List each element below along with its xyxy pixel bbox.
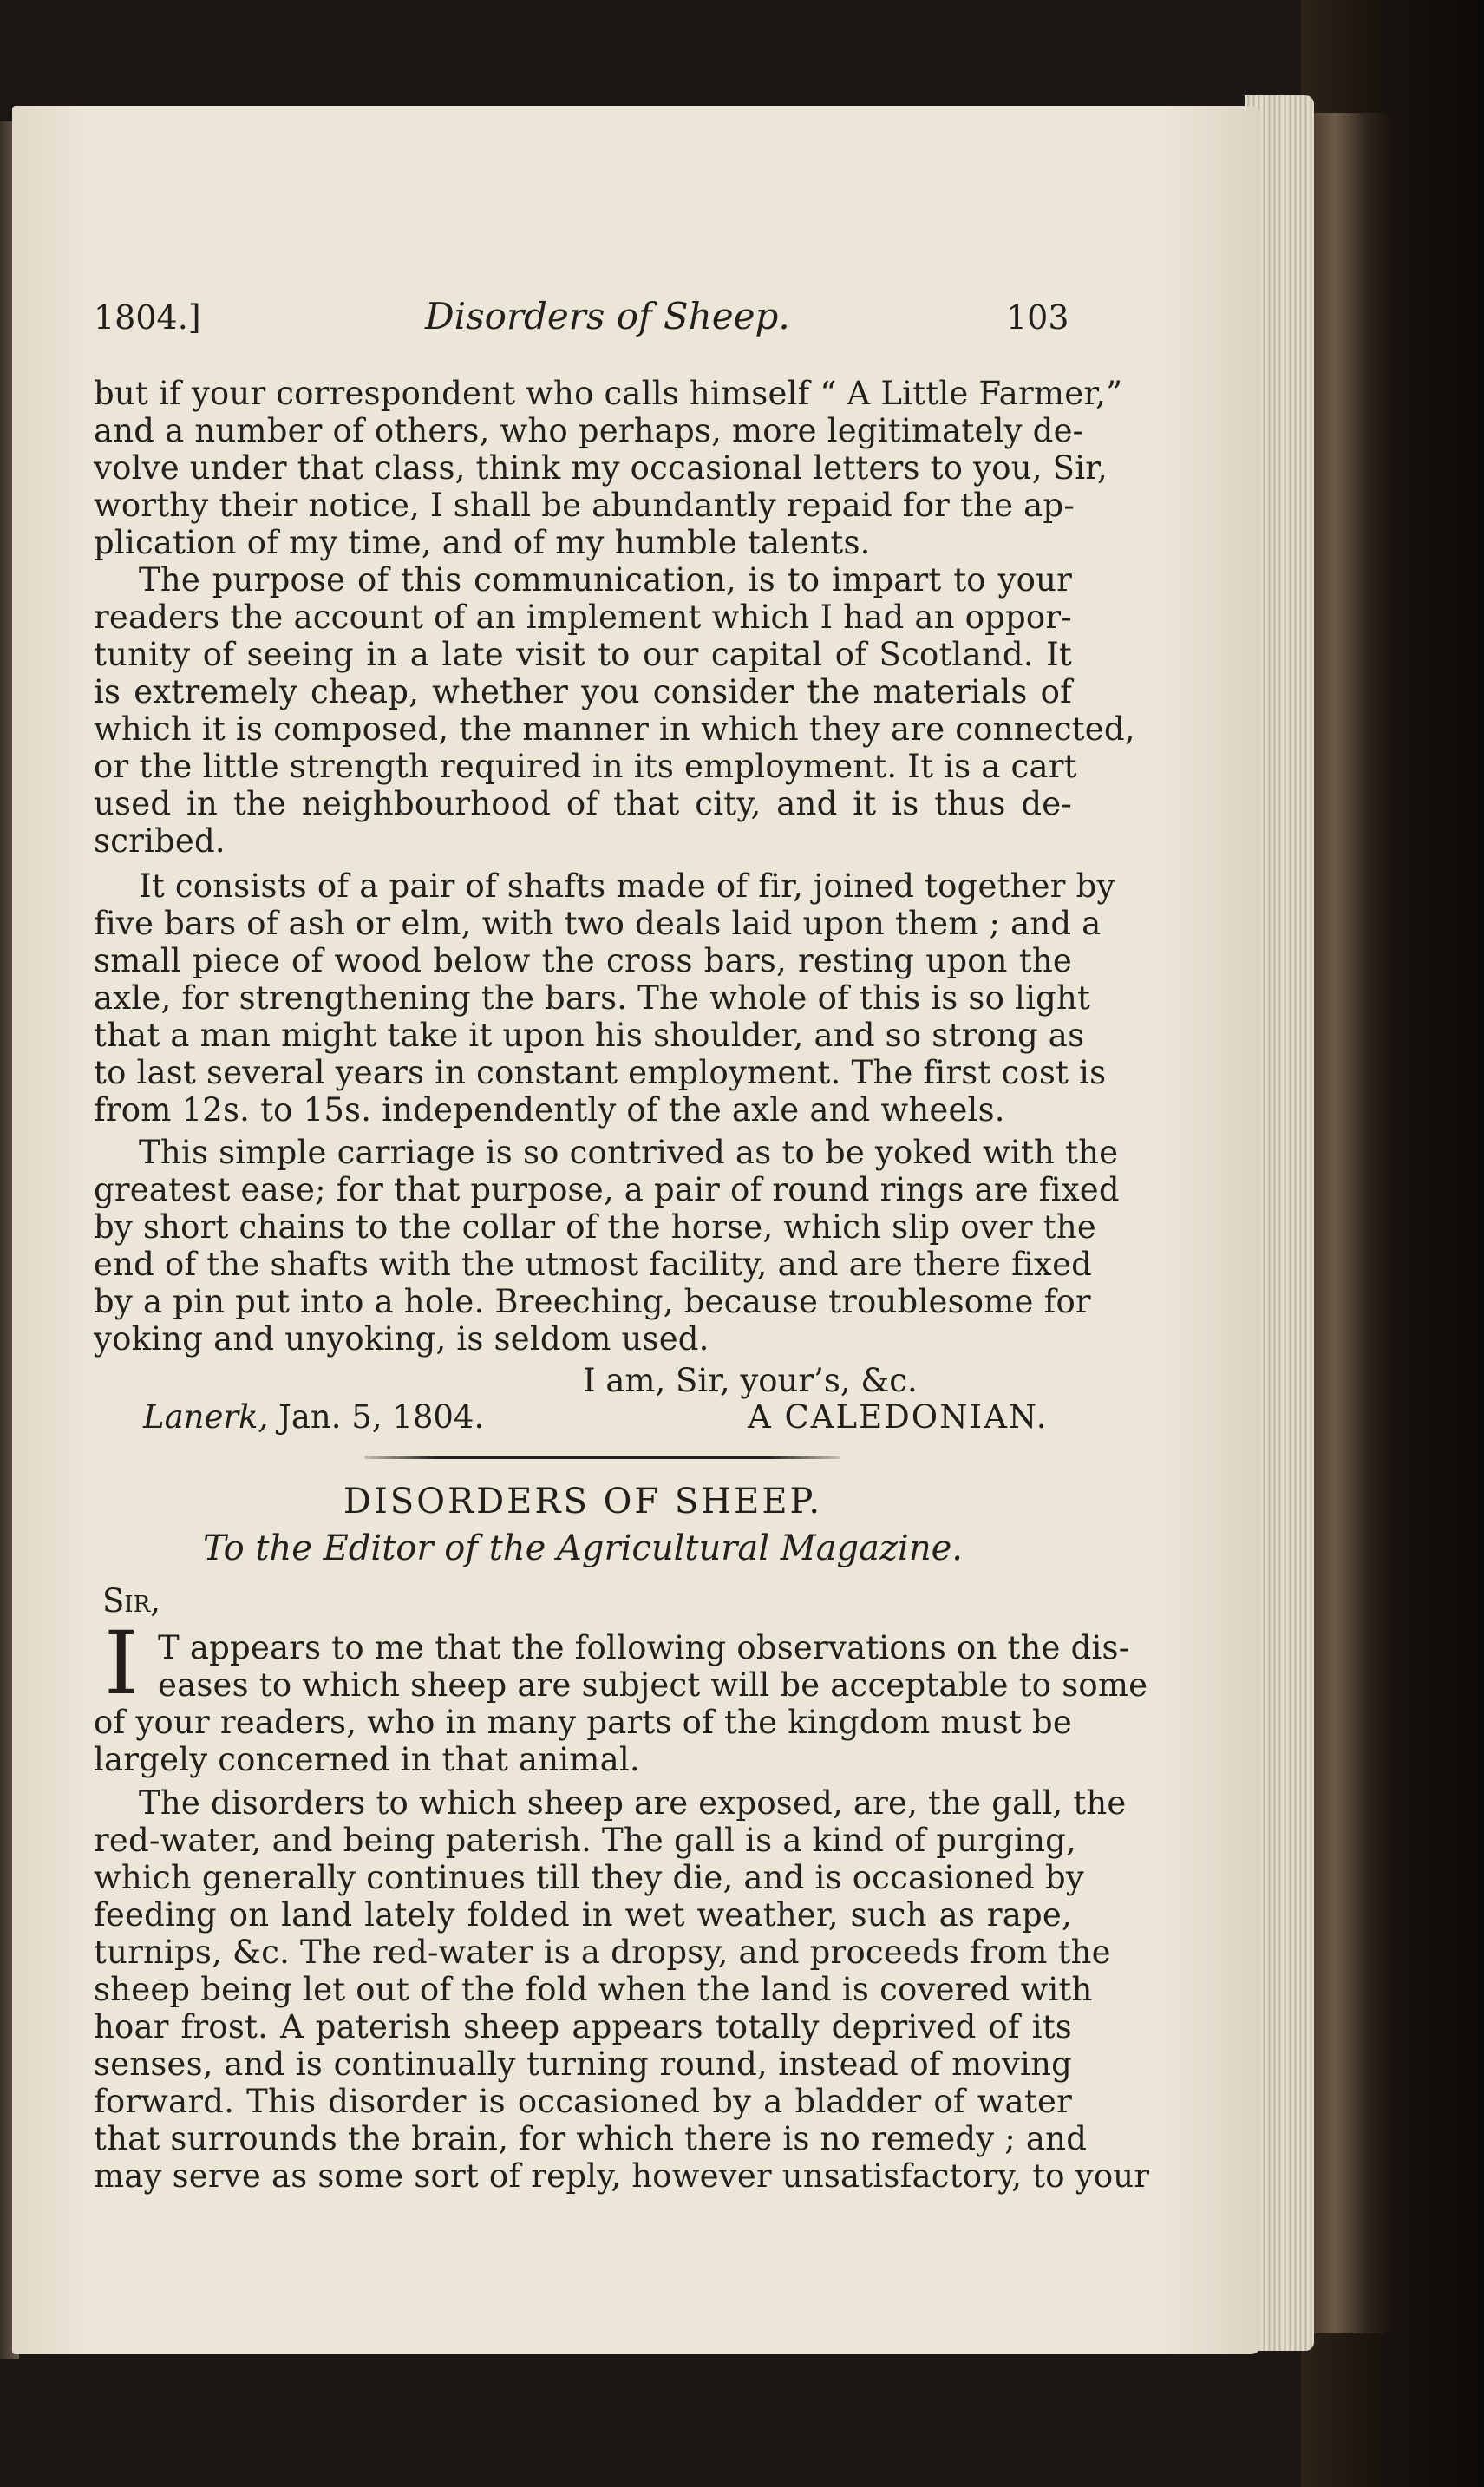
text-line: and a number of others, who perhaps, more legitimately de- <box>94 412 1084 449</box>
text-line: but if your correspondent who calls himself “ A Little Farmer,” <box>94 375 1123 412</box>
text-line: or the little strength required in its employment. It is a cart <box>94 748 1077 785</box>
salutation: Sir, <box>102 1582 160 1620</box>
letter-date: Jan. 5, 1804. <box>278 1398 485 1436</box>
text-line: tunity of seeing in a late visit to our capital of Scotland. It <box>94 636 1072 673</box>
text-line: to last several years in constant employment. The first cost is <box>94 1054 1107 1091</box>
article-subheading: To the Editor of the Agricultural Magazine. <box>203 1528 963 1568</box>
text-line: forward. This disorder is occasioned by a bladder of water <box>94 2083 1072 2120</box>
text-line: which it is composed, the manner in which they are connected, <box>94 710 1135 748</box>
text-line: This simple carriage is so contrived as to be yoked with the <box>139 1134 1119 1171</box>
section-divider <box>364 1456 840 1459</box>
text-line: by short chains to the collar of the horse, which slip over the <box>94 1208 1096 1246</box>
text-line: T appears to me that the following observations on the dis- <box>158 1629 1130 1666</box>
text-line: small piece of wood below the cross bars, resting upon the <box>94 942 1072 979</box>
text-line: turnips, &c. The red-water is a dropsy, and proceeds from the <box>94 1934 1111 1971</box>
text-line: volve under that class, think my occasional letters to you, Sir, <box>94 449 1108 487</box>
letter-place: Lanerk, <box>143 1398 269 1436</box>
text-line: The purpose of this communication, is to impart to your <box>139 561 1072 599</box>
text-line: red-water, and being paterish. The gall is a kind of purging, <box>94 1822 1077 1859</box>
text-line: yoking and unyoking, is seldom used. <box>94 1320 709 1358</box>
article-heading: DISORDERS OF SHEEP. <box>343 1482 823 1522</box>
text-line: from 12s. to 15s. independently of the axle and wheels. <box>94 1091 1005 1129</box>
drop-cap: I <box>104 1613 139 1714</box>
letter-place-date <box>143 1398 484 1436</box>
text-line: readers the account of an implement which I had an oppor- <box>94 599 1072 636</box>
text-line: sheep being let out of the fold when the land is covered with <box>94 1971 1093 2008</box>
text-line: feeding on land lately folded in wet weather, such as rape, <box>94 1896 1072 1934</box>
text-line: eases to which sheep are subject will be acceptable to some <box>158 1666 1148 1704</box>
text-line: plication of my time, and of my humble talents. <box>94 524 871 561</box>
text-line: of your readers, who in many parts of the kingdom must be <box>94 1704 1072 1741</box>
text-line: five bars of ash or elm, with two deals laid upon them ; and a <box>94 905 1102 942</box>
text-line: which generally continues till they die, and is occasioned by <box>94 1859 1084 1896</box>
text-line: It consists of a pair of shafts made of fir, joined together by <box>139 867 1115 905</box>
text-line: by a pin put into a hole. Breeching, because troublesome for <box>94 1283 1091 1320</box>
text-line: senses, and is continually turning round, instead of moving <box>94 2045 1072 2083</box>
text-line: worthy their notice, I shall be abundantly repaid for the ap- <box>94 487 1075 524</box>
text-line: that a man might take it upon his shoulder, and so strong as <box>94 1017 1085 1054</box>
text-line: The disorders to which sheep are exposed, are, the gall, the <box>139 1784 1127 1822</box>
page-number: 103 <box>1006 298 1069 337</box>
letter-signature: A CALEDONIAN. <box>748 1398 1049 1436</box>
text-line: used in the neighbourhood of that city, and it is thus de- <box>94 785 1072 822</box>
book-cover-edge <box>1310 113 1392 2333</box>
text-line: hoar frost. A paterish sheep appears totally deprived of its <box>94 2008 1072 2045</box>
text-line: may serve as some sort of reply, however unsatisfactory, to your <box>94 2157 1150 2195</box>
text-line: that surrounds the brain, for which there is no remedy ; and <box>94 2120 1088 2157</box>
text-line: end of the shafts with the utmost facility, and are there fixed <box>94 1246 1093 1283</box>
text-line: scribed. <box>94 822 226 860</box>
running-head-title: Disorders of Sheep. <box>425 295 790 337</box>
text-line: axle, for strengthening the bars. The whole of this is so light <box>94 979 1091 1017</box>
letter-closing: I am, Sir, your’s, &c. <box>583 1362 918 1399</box>
running-head-year: 1804.] <box>94 298 201 337</box>
text-line: largely concerned in that animal. <box>94 1741 640 1778</box>
text-line: greatest ease; for that purpose, a pair of round rings are fixed <box>94 1171 1120 1208</box>
text-line: is extremely cheap, whether you consider the materials of <box>94 673 1072 710</box>
